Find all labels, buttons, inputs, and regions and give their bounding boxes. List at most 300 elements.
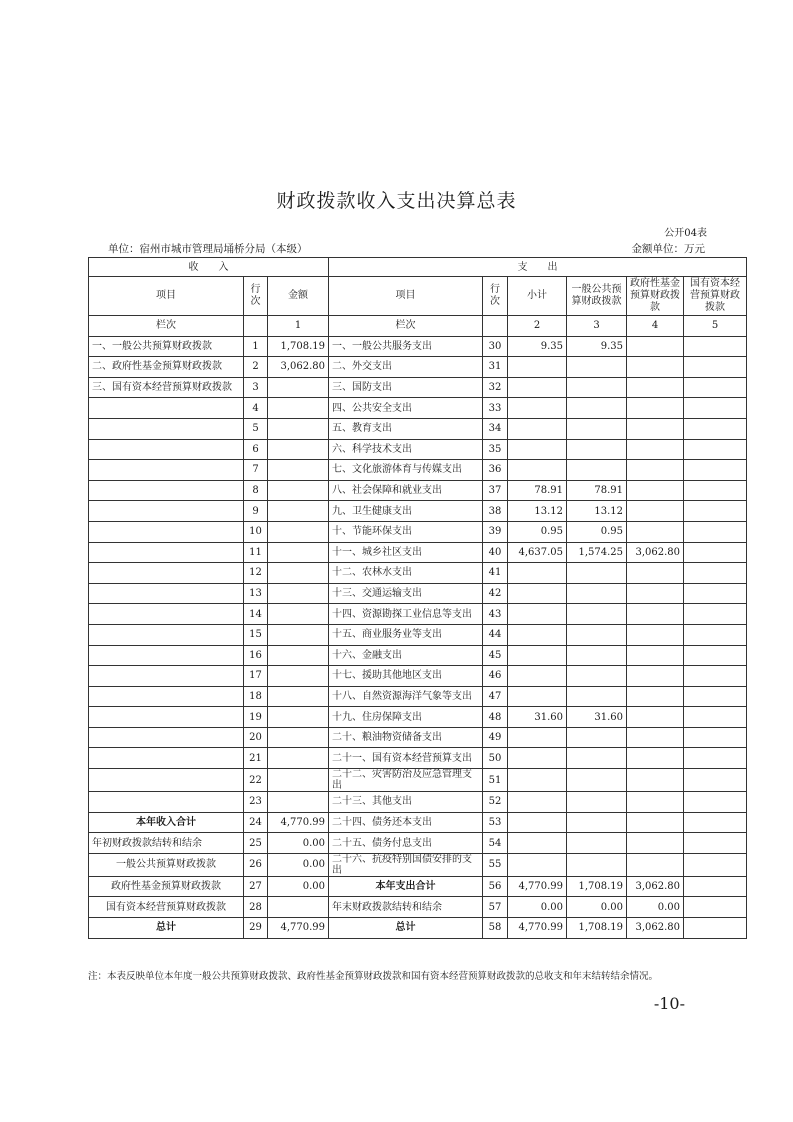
- income-amount-cell: [268, 897, 329, 918]
- income-line-cell: 7: [244, 460, 268, 481]
- subtotal-cell: [508, 645, 567, 666]
- income-item-cell: [89, 521, 244, 542]
- fund-budget-cell: [627, 501, 684, 522]
- income-item-cell: [89, 686, 244, 707]
- fund-budget-cell: [627, 686, 684, 707]
- subtotal-cell: [508, 792, 567, 813]
- fund-budget-cell: 3,062.80: [627, 876, 684, 897]
- income-amount-cell: 3,062.80: [268, 357, 329, 378]
- income-line-cell: 27: [244, 876, 268, 897]
- income-item-cell: [89, 398, 244, 419]
- empty-cell: [483, 316, 508, 337]
- money-unit: 金额单位：万元: [631, 243, 705, 255]
- subtotal-cell: [508, 748, 567, 769]
- general-budget-cell: 1,708.19: [567, 918, 627, 939]
- expense-item-cell: 六、科学技术支出: [329, 439, 483, 460]
- table-row: [89, 604, 747, 625]
- expense-line-cell: 54: [483, 833, 508, 854]
- expense-item-cell: 二十、粮油物资储备支出: [329, 727, 483, 748]
- subtotal-cell: [508, 604, 567, 625]
- income-amount-cell: [268, 398, 329, 419]
- fund-budget-cell: [627, 480, 684, 501]
- expense-line-cell: 53: [483, 812, 508, 833]
- expense-line-cell: 57: [483, 897, 508, 918]
- state-capital-cell: [684, 727, 747, 748]
- subtotal-cell: 4,770.99: [508, 876, 567, 897]
- expense-item-cell: 十三、交通运输支出: [329, 583, 483, 604]
- fund-budget-cell: [627, 812, 684, 833]
- income-line-cell: 6: [244, 439, 268, 460]
- income-line-cell: 11: [244, 542, 268, 563]
- table-row: [89, 686, 747, 707]
- income-amount-cell: [268, 792, 329, 813]
- fund-budget-cell: [627, 418, 684, 439]
- col-index-4: 4: [627, 316, 684, 337]
- subtotal-cell: [508, 563, 567, 584]
- state-capital-cell: [684, 853, 747, 876]
- fund-budget-cell: [627, 666, 684, 687]
- col-index-5: 5: [684, 316, 747, 337]
- form-number: 公开04表: [664, 228, 707, 239]
- general-budget-cell: [567, 563, 627, 584]
- table-row: [89, 897, 747, 918]
- subtotal-cell: [508, 357, 567, 378]
- general-budget-cell: 0.95: [567, 521, 627, 542]
- fund-budget-cell: [627, 357, 684, 378]
- table-row: [89, 853, 747, 876]
- expense-item-cell: 二十五、债务付息支出: [329, 833, 483, 854]
- general-budget-cell: [567, 460, 627, 481]
- subtotal-cell: 78.91: [508, 480, 567, 501]
- table-row: [89, 748, 747, 769]
- general-budget-cell: [567, 748, 627, 769]
- subtotal-cell: [508, 624, 567, 645]
- general-budget-cell: [567, 853, 627, 876]
- subtotal-cell: [508, 853, 567, 876]
- table-row: [89, 918, 747, 939]
- income-line-cell: 16: [244, 645, 268, 666]
- col-label: 栏次: [89, 316, 244, 337]
- expense-item-cell: 八、社会保障和就业支出: [329, 480, 483, 501]
- table-row: [89, 418, 747, 439]
- general-budget-cell: 31.60: [567, 707, 627, 728]
- expense-item-cell: 四、公共安全支出: [329, 398, 483, 419]
- general-budget-cell: 1,708.19: [567, 876, 627, 897]
- table-header-row: [89, 277, 747, 316]
- state-capital-cell: [684, 501, 747, 522]
- subtotal-header: 小计: [508, 277, 567, 316]
- state-capital-header: 国有资本经营预算财政拨款: [684, 277, 747, 316]
- state-capital-cell: [684, 377, 747, 398]
- state-capital-cell: [684, 897, 747, 918]
- income-item-cell: 国有资本经营预算财政拨款: [89, 897, 244, 918]
- income-line-cell: 13: [244, 583, 268, 604]
- general-budget-cell: [567, 686, 627, 707]
- col-index-3: 3: [567, 316, 627, 337]
- fund-budget-cell: [627, 707, 684, 728]
- subtotal-cell: [508, 833, 567, 854]
- state-capital-cell: [684, 686, 747, 707]
- income-line-cell: 3: [244, 377, 268, 398]
- income-line-header: 行次: [244, 277, 268, 316]
- expense-item-cell: 二十二、灾害防治及应急管理支出: [329, 769, 483, 792]
- table-row: [89, 398, 747, 419]
- general-budget-cell: [567, 439, 627, 460]
- expense-item-cell: 五、教育支出: [329, 418, 483, 439]
- footnote: 注：本表反映单位本年度一般公共预算财政拨款、政府性基金预算财政拨款和国有资本经营预算财政拨款的总收支和年末结转结余情况。: [88, 971, 659, 982]
- state-capital-cell: [684, 707, 747, 728]
- income-line-cell: 2: [244, 357, 268, 378]
- expense-line-cell: 37: [483, 480, 508, 501]
- income-item-cell: 本年收入合计: [89, 812, 244, 833]
- page-number: -10-: [653, 994, 685, 1013]
- fund-budget-cell: 3,062.80: [627, 542, 684, 563]
- fund-budget-cell: [627, 563, 684, 584]
- income-item-cell: [89, 769, 244, 792]
- income-line-cell: 22: [244, 769, 268, 792]
- col-label-2: 栏次: [329, 316, 483, 337]
- table-row: [89, 727, 747, 748]
- income-amount-cell: [268, 604, 329, 625]
- income-line-cell: 1: [244, 336, 268, 357]
- income-line-cell: 23: [244, 792, 268, 813]
- fund-budget-cell: [627, 336, 684, 357]
- state-capital-cell: [684, 833, 747, 854]
- state-capital-cell: [684, 542, 747, 563]
- general-budget-cell: [567, 624, 627, 645]
- expense-header: 支 出: [329, 258, 747, 277]
- subtotal-cell: [508, 666, 567, 687]
- income-item-cell: 年初财政拨款结转和结余: [89, 833, 244, 854]
- expense-item-cell: 本年支出合计: [329, 876, 483, 897]
- income-item-cell: [89, 666, 244, 687]
- general-budget-cell: 1,574.25: [567, 542, 627, 563]
- state-capital-cell: [684, 792, 747, 813]
- state-capital-cell: [684, 398, 747, 419]
- expense-line-cell: 48: [483, 707, 508, 728]
- expense-line-cell: 58: [483, 918, 508, 939]
- expense-item-cell: 一、一般公共服务支出: [329, 336, 483, 357]
- expense-item-cell: 九、卫生健康支出: [329, 501, 483, 522]
- income-line-cell: 9: [244, 501, 268, 522]
- income-amount-cell: [268, 707, 329, 728]
- income-line-cell: 24: [244, 812, 268, 833]
- expense-item-cell: 十八、自然资源海洋气象等支出: [329, 686, 483, 707]
- expense-line-cell: 55: [483, 853, 508, 876]
- fund-budget-cell: [627, 792, 684, 813]
- income-amount-cell: 4,770.99: [268, 918, 329, 939]
- fund-budget-cell: 3,062.80: [627, 918, 684, 939]
- income-item-cell: 一般公共预算财政拨款: [89, 853, 244, 876]
- state-capital-cell: [684, 480, 747, 501]
- general-budget-cell: [567, 645, 627, 666]
- table-row: [89, 460, 747, 481]
- state-capital-cell: [684, 769, 747, 792]
- general-budget-cell: [567, 727, 627, 748]
- expense-item-cell: 十二、农林水支出: [329, 563, 483, 584]
- income-item-cell: [89, 480, 244, 501]
- income-item-cell: 二、政府性基金预算财政拨款: [89, 357, 244, 378]
- income-line-cell: 15: [244, 624, 268, 645]
- expense-line-cell: 32: [483, 377, 508, 398]
- subtotal-cell: [508, 769, 567, 792]
- subtotal-cell: 9.35: [508, 336, 567, 357]
- table-row: [89, 357, 747, 378]
- income-amount-cell: 4,770.99: [268, 812, 329, 833]
- subtotal-cell: 0.95: [508, 521, 567, 542]
- fund-budget-cell: [627, 853, 684, 876]
- expense-line-header: 行次: [483, 277, 508, 316]
- state-capital-cell: [684, 876, 747, 897]
- income-amount-cell: [268, 727, 329, 748]
- income-item-cell: [89, 460, 244, 481]
- expense-line-cell: 41: [483, 563, 508, 584]
- state-capital-cell: [684, 521, 747, 542]
- state-capital-cell: [684, 357, 747, 378]
- general-budget-cell: [567, 583, 627, 604]
- state-capital-cell: [684, 336, 747, 357]
- income-line-cell: 12: [244, 563, 268, 584]
- income-item-cell: [89, 563, 244, 584]
- income-line-cell: 5: [244, 418, 268, 439]
- income-line-cell: 17: [244, 666, 268, 687]
- expense-line-cell: 46: [483, 666, 508, 687]
- income-amount-cell: [268, 666, 329, 687]
- table-row: [89, 480, 747, 501]
- income-item-cell: 总计: [89, 918, 244, 939]
- budget-summary-table: [88, 257, 747, 939]
- reporting-unit: 单位：宿州市城市管理局埇桥分局（本级）: [108, 243, 308, 255]
- column-index-row: [89, 316, 747, 337]
- general-budget-cell: 9.35: [567, 336, 627, 357]
- table-row: [89, 666, 747, 687]
- subtotal-cell: [508, 686, 567, 707]
- state-capital-cell: [684, 583, 747, 604]
- subtotal-cell: [508, 377, 567, 398]
- general-budget-cell: 0.00: [567, 897, 627, 918]
- subtotal-cell: [508, 460, 567, 481]
- state-capital-cell: [684, 439, 747, 460]
- general-budget-cell: [567, 769, 627, 792]
- expense-line-cell: 50: [483, 748, 508, 769]
- fund-budget-cell: [627, 624, 684, 645]
- income-amount-cell: [268, 418, 329, 439]
- expense-item-cell: 二十一、国有资本经营预算支出: [329, 748, 483, 769]
- income-line-cell: 18: [244, 686, 268, 707]
- general-budget-cell: [567, 792, 627, 813]
- income-amount-cell: [268, 769, 329, 792]
- fund-budget-cell: [627, 521, 684, 542]
- income-line-cell: 25: [244, 833, 268, 854]
- table-row: [89, 377, 747, 398]
- expense-line-cell: 56: [483, 876, 508, 897]
- state-capital-cell: [684, 563, 747, 584]
- general-budget-cell: [567, 666, 627, 687]
- income-amount-cell: [268, 521, 329, 542]
- expense-line-cell: 39: [483, 521, 508, 542]
- income-item-cell: [89, 604, 244, 625]
- expense-line-cell: 36: [483, 460, 508, 481]
- expense-item-cell: 十六、金融支出: [329, 645, 483, 666]
- income-item-cell: [89, 501, 244, 522]
- subtotal-cell: [508, 398, 567, 419]
- state-capital-cell: [684, 812, 747, 833]
- income-line-cell: 19: [244, 707, 268, 728]
- subtotal-cell: [508, 583, 567, 604]
- income-amount-cell: 0.00: [268, 833, 329, 854]
- fund-budget-cell: [627, 769, 684, 792]
- table-row: [89, 833, 747, 854]
- subtotal-cell: [508, 727, 567, 748]
- general-budget-cell: [567, 418, 627, 439]
- expense-line-cell: 43: [483, 604, 508, 625]
- expense-line-cell: 31: [483, 357, 508, 378]
- expense-item-cell: 二、外交支出: [329, 357, 483, 378]
- income-amount-cell: [268, 624, 329, 645]
- income-amount-cell: [268, 480, 329, 501]
- subtotal-cell: [508, 418, 567, 439]
- income-line-cell: 10: [244, 521, 268, 542]
- subtotal-cell: 4,637.05: [508, 542, 567, 563]
- expense-line-cell: 44: [483, 624, 508, 645]
- fund-budget-cell: [627, 604, 684, 625]
- expense-line-cell: 45: [483, 645, 508, 666]
- expense-item-cell: 十四、资源勘探工业信息等支出: [329, 604, 483, 625]
- table-row: [89, 812, 747, 833]
- state-capital-cell: [684, 748, 747, 769]
- income-amount-cell: [268, 501, 329, 522]
- table-row: [89, 336, 747, 357]
- state-capital-cell: [684, 624, 747, 645]
- fund-budget-cell: [627, 748, 684, 769]
- income-amount-cell: [268, 439, 329, 460]
- table-row: [89, 563, 747, 584]
- income-item-cell: [89, 583, 244, 604]
- general-budget-cell: [567, 833, 627, 854]
- col-index-2: 2: [508, 316, 567, 337]
- subtotal-cell: 13.12: [508, 501, 567, 522]
- subtotal-cell: 4,770.99: [508, 918, 567, 939]
- income-line-cell: 21: [244, 748, 268, 769]
- income-amount-cell: [268, 563, 329, 584]
- state-capital-cell: [684, 604, 747, 625]
- income-item-cell: [89, 645, 244, 666]
- expense-item-header: 项目: [329, 277, 483, 316]
- expense-item-cell: 十九、住房保障支出: [329, 707, 483, 728]
- income-amount-cell: [268, 377, 329, 398]
- subtotal-cell: [508, 812, 567, 833]
- expense-item-cell: 三、国防支出: [329, 377, 483, 398]
- table-row: [89, 521, 747, 542]
- expense-line-cell: 51: [483, 769, 508, 792]
- income-line-cell: 28: [244, 897, 268, 918]
- income-item-header: 项目: [89, 277, 244, 316]
- expense-item-cell: 二十三、其他支出: [329, 792, 483, 813]
- general-budget-cell: 13.12: [567, 501, 627, 522]
- income-item-cell: [89, 707, 244, 728]
- expense-item-cell: 十七、援助其他地区支出: [329, 666, 483, 687]
- table-row: [89, 792, 747, 813]
- income-item-cell: [89, 792, 244, 813]
- table-row: [89, 583, 747, 604]
- income-item-cell: [89, 439, 244, 460]
- general-budget-header: 一般公共预算财政拨款: [567, 277, 627, 316]
- income-item-cell: 一、一般公共预算财政拨款: [89, 336, 244, 357]
- table-row: [89, 439, 747, 460]
- income-amount-cell: [268, 645, 329, 666]
- expense-item-cell: 年末财政拨款结转和结余: [329, 897, 483, 918]
- income-item-cell: 三、国有资本经营预算财政拨款: [89, 377, 244, 398]
- table-header-group-row: [89, 258, 747, 277]
- income-item-cell: [89, 418, 244, 439]
- state-capital-cell: [684, 418, 747, 439]
- fund-budget-cell: [627, 398, 684, 419]
- income-amount-cell: [268, 460, 329, 481]
- expense-line-cell: 52: [483, 792, 508, 813]
- state-capital-cell: [684, 918, 747, 939]
- income-amount-cell: 1,708.19: [268, 336, 329, 357]
- table-row: [89, 501, 747, 522]
- income-header: 收 入: [89, 258, 329, 277]
- general-budget-cell: [567, 398, 627, 419]
- expense-item-cell: 七、文化旅游体育与传媒支出: [329, 460, 483, 481]
- income-amount-cell: 0.00: [268, 876, 329, 897]
- income-item-cell: 政府性基金预算财政拨款: [89, 876, 244, 897]
- general-budget-cell: [567, 377, 627, 398]
- expense-line-cell: 38: [483, 501, 508, 522]
- expense-item-cell: 二十四、债务还本支出: [329, 812, 483, 833]
- table-row: [89, 624, 747, 645]
- expense-item-cell: 十一、城乡社区支出: [329, 542, 483, 563]
- subtotal-cell: 0.00: [508, 897, 567, 918]
- table-row: [89, 769, 747, 792]
- expense-line-cell: 42: [483, 583, 508, 604]
- expense-line-cell: 30: [483, 336, 508, 357]
- table-row: [89, 876, 747, 897]
- expense-item-cell: 二十六、抗疫特别国债安排的支出: [329, 853, 483, 876]
- state-capital-cell: [684, 666, 747, 687]
- general-budget-cell: 78.91: [567, 480, 627, 501]
- expense-item-cell: 十、节能环保支出: [329, 521, 483, 542]
- fund-budget-cell: [627, 583, 684, 604]
- expense-line-cell: 47: [483, 686, 508, 707]
- income-amount-cell: [268, 583, 329, 604]
- income-line-cell: 26: [244, 853, 268, 876]
- col-index-1: 1: [268, 316, 329, 337]
- fund-budget-cell: [627, 460, 684, 481]
- subtotal-cell: [508, 439, 567, 460]
- fund-budget-cell: [627, 727, 684, 748]
- expense-line-cell: 33: [483, 398, 508, 419]
- income-item-cell: [89, 542, 244, 563]
- income-line-cell: 20: [244, 727, 268, 748]
- expense-line-cell: 34: [483, 418, 508, 439]
- income-amount-cell: [268, 686, 329, 707]
- subtotal-cell: 31.60: [508, 707, 567, 728]
- table-row: [89, 707, 747, 728]
- page-title: 财政拨款收入支出决算总表: [276, 190, 517, 212]
- fund-budget-cell: [627, 377, 684, 398]
- income-item-cell: [89, 727, 244, 748]
- general-budget-cell: [567, 604, 627, 625]
- table-row: [89, 645, 747, 666]
- table-row: [89, 542, 747, 563]
- income-amount-header: 金额: [268, 277, 329, 316]
- empty-cell: [244, 316, 268, 337]
- income-item-cell: [89, 624, 244, 645]
- fund-budget-cell: [627, 833, 684, 854]
- fund-budget-cell: [627, 439, 684, 460]
